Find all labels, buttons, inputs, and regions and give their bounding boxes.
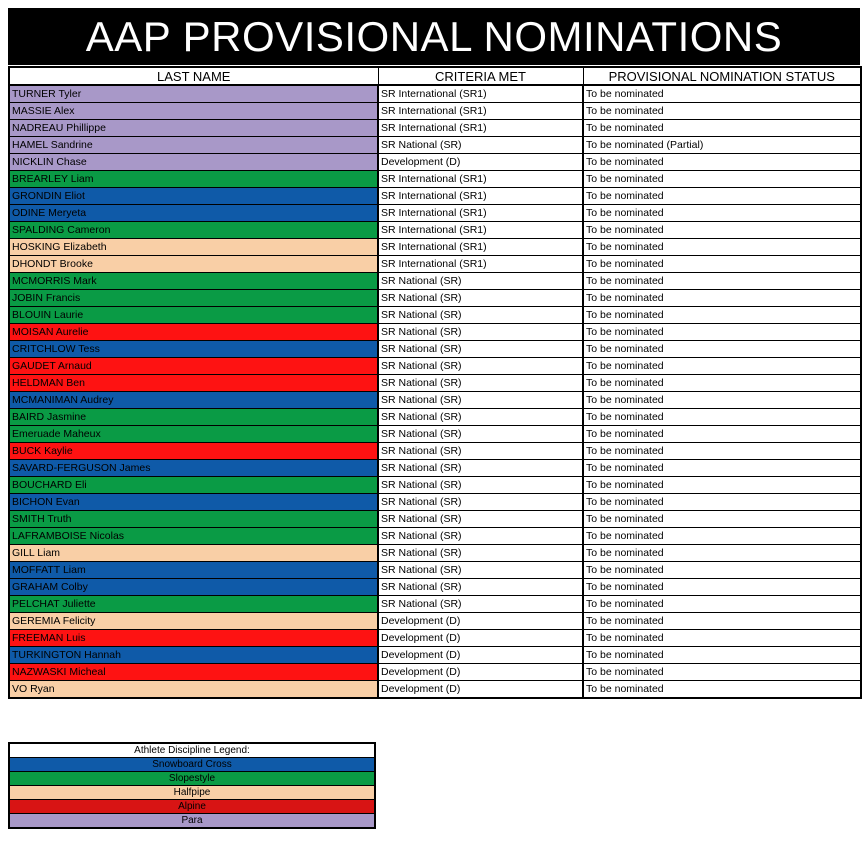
status-cell: To be nominated <box>583 171 861 188</box>
athlete-name-cell: BOUCHARD Eli <box>9 477 378 494</box>
athlete-name-cell: TURKINGTON Hannah <box>9 647 378 664</box>
nominations-table <box>8 66 862 699</box>
criteria-cell: SR International (SR1) <box>378 205 583 222</box>
status-cell: To be nominated <box>583 358 861 375</box>
table-row <box>9 681 861 699</box>
criteria-cell: SR International (SR1) <box>378 256 583 273</box>
athlete-name-cell: HOSKING Elizabeth <box>9 239 378 256</box>
table-row <box>9 273 861 290</box>
table-row <box>9 545 861 562</box>
status-cell: To be nominated (Partial) <box>583 137 861 154</box>
status-cell: To be nominated <box>583 681 861 699</box>
athlete-name-cell: Emeruade Maheux <box>9 426 378 443</box>
table-row <box>9 290 861 307</box>
legend-item-slopestyle: Slopestyle <box>9 772 375 786</box>
athlete-name-cell: BAIRD Jasmine <box>9 409 378 426</box>
criteria-cell: Development (D) <box>378 630 583 647</box>
criteria-cell: SR International (SR1) <box>378 171 583 188</box>
table-row <box>9 443 861 460</box>
athlete-name-cell: NAZWASKI Micheal <box>9 664 378 681</box>
criteria-cell: SR National (SR) <box>378 341 583 358</box>
table-row <box>9 85 861 103</box>
criteria-cell: Development (D) <box>378 664 583 681</box>
table-row <box>9 477 861 494</box>
criteria-cell: SR National (SR) <box>378 545 583 562</box>
status-cell: To be nominated <box>583 613 861 630</box>
athlete-name-cell: CRITCHLOW Tess <box>9 341 378 358</box>
criteria-cell: SR National (SR) <box>378 375 583 392</box>
table-row <box>9 307 861 324</box>
table-row <box>9 341 861 358</box>
status-cell: To be nominated <box>583 290 861 307</box>
criteria-cell: SR National (SR) <box>378 494 583 511</box>
table-row <box>9 630 861 647</box>
status-cell: To be nominated <box>583 222 861 239</box>
legend-item-halfpipe: Halfpipe <box>9 786 375 800</box>
page-title: AAP PROVISIONAL NOMINATIONS <box>8 8 860 65</box>
status-cell: To be nominated <box>583 494 861 511</box>
status-cell: To be nominated <box>583 545 861 562</box>
column-header-criteria-met: CRITERIA MET <box>378 67 583 85</box>
table-row <box>9 205 861 222</box>
table-row <box>9 188 861 205</box>
athlete-name-cell: MASSIE Alex <box>9 103 378 120</box>
criteria-cell: SR International (SR1) <box>378 239 583 256</box>
status-cell: To be nominated <box>583 562 861 579</box>
criteria-cell: SR International (SR1) <box>378 222 583 239</box>
athlete-name-cell: GILL Liam <box>9 545 378 562</box>
status-cell: To be nominated <box>583 477 861 494</box>
athlete-name-cell: MOFFATT Liam <box>9 562 378 579</box>
criteria-cell: SR National (SR) <box>378 579 583 596</box>
criteria-cell: SR National (SR) <box>378 562 583 579</box>
table-row <box>9 409 861 426</box>
criteria-cell: SR National (SR) <box>378 324 583 341</box>
athlete-name-cell: SAVARD-FERGUSON James <box>9 460 378 477</box>
table-row <box>9 154 861 171</box>
athlete-name-cell: HAMEL Sandrine <box>9 137 378 154</box>
athlete-name-cell: LAFRAMBOISE Nicolas <box>9 528 378 545</box>
table-body <box>9 85 861 698</box>
legend-title: Athlete Discipline Legend: <box>9 743 375 758</box>
criteria-cell: SR National (SR) <box>378 137 583 154</box>
athlete-name-cell: HELDMAN Ben <box>9 375 378 392</box>
status-cell: To be nominated <box>583 188 861 205</box>
status-cell: To be nominated <box>583 392 861 409</box>
criteria-cell: SR International (SR1) <box>378 103 583 120</box>
table-row <box>9 511 861 528</box>
athlete-name-cell: JOBIN Francis <box>9 290 378 307</box>
status-cell: To be nominated <box>583 664 861 681</box>
status-cell: To be nominated <box>583 154 861 171</box>
table-row <box>9 647 861 664</box>
criteria-cell: SR International (SR1) <box>378 120 583 137</box>
table-row <box>9 137 861 154</box>
table-row <box>9 528 861 545</box>
status-cell: To be nominated <box>583 409 861 426</box>
table-row <box>9 664 861 681</box>
status-cell: To be nominated <box>583 426 861 443</box>
athlete-name-cell: BUCK Kaylie <box>9 443 378 460</box>
table-row <box>9 103 861 120</box>
athlete-name-cell: ODINE Meryeta <box>9 205 378 222</box>
athlete-name-cell: BLOUIN Laurie <box>9 307 378 324</box>
athlete-name-cell: GAUDET Arnaud <box>9 358 378 375</box>
table-row <box>9 375 861 392</box>
status-cell: To be nominated <box>583 443 861 460</box>
legend-item-alpine: Alpine <box>9 800 375 814</box>
legend-row <box>9 772 375 786</box>
athlete-name-cell: SPALDING Cameron <box>9 222 378 239</box>
criteria-cell: SR National (SR) <box>378 409 583 426</box>
status-cell: To be nominated <box>583 273 861 290</box>
table-row <box>9 596 861 613</box>
status-cell: To be nominated <box>583 103 861 120</box>
table-row <box>9 239 861 256</box>
status-cell: To be nominated <box>583 120 861 137</box>
table-row <box>9 120 861 137</box>
athlete-name-cell: FREEMAN Luis <box>9 630 378 647</box>
status-cell: To be nominated <box>583 375 861 392</box>
table-header-row <box>9 67 861 85</box>
table-row <box>9 494 861 511</box>
criteria-cell: SR National (SR) <box>378 426 583 443</box>
criteria-cell: Development (D) <box>378 647 583 664</box>
athlete-name-cell: BREARLEY Liam <box>9 171 378 188</box>
athlete-name-cell: VO Ryan <box>9 681 378 699</box>
criteria-cell: SR National (SR) <box>378 392 583 409</box>
legend-row <box>9 800 375 814</box>
table-row <box>9 460 861 477</box>
status-cell: To be nominated <box>583 256 861 273</box>
status-cell: To be nominated <box>583 341 861 358</box>
table-row <box>9 579 861 596</box>
table-row <box>9 222 861 239</box>
status-cell: To be nominated <box>583 205 861 222</box>
status-cell: To be nominated <box>583 239 861 256</box>
athlete-name-cell: NICKLIN Chase <box>9 154 378 171</box>
table-row <box>9 171 861 188</box>
athlete-name-cell: GEREMIA Felicity <box>9 613 378 630</box>
discipline-legend <box>8 742 376 829</box>
criteria-cell: SR International (SR1) <box>378 85 583 103</box>
table-row <box>9 324 861 341</box>
athlete-name-cell: BICHON Evan <box>9 494 378 511</box>
status-cell: To be nominated <box>583 647 861 664</box>
criteria-cell: SR National (SR) <box>378 443 583 460</box>
legend-item-snowboard-cross: Snowboard Cross <box>9 758 375 772</box>
legend-item-para: Para <box>9 814 375 829</box>
table-row <box>9 562 861 579</box>
table-row <box>9 256 861 273</box>
criteria-cell: SR National (SR) <box>378 511 583 528</box>
status-cell: To be nominated <box>583 528 861 545</box>
athlete-name-cell: MCMORRIS Mark <box>9 273 378 290</box>
status-cell: To be nominated <box>583 511 861 528</box>
table-row <box>9 358 861 375</box>
athlete-name-cell: SMITH Truth <box>9 511 378 528</box>
athlete-name-cell: TURNER Tyler <box>9 85 378 103</box>
legend-row <box>9 814 375 829</box>
criteria-cell: Development (D) <box>378 154 583 171</box>
status-cell: To be nominated <box>583 630 861 647</box>
status-cell: To be nominated <box>583 324 861 341</box>
status-cell: To be nominated <box>583 596 861 613</box>
criteria-cell: SR National (SR) <box>378 596 583 613</box>
status-cell: To be nominated <box>583 579 861 596</box>
table-row <box>9 426 861 443</box>
athlete-name-cell: MOISAN Aurelie <box>9 324 378 341</box>
status-cell: To be nominated <box>583 85 861 103</box>
criteria-cell: Development (D) <box>378 613 583 630</box>
table-row <box>9 392 861 409</box>
table-row <box>9 613 861 630</box>
legend-title-row <box>9 743 375 758</box>
criteria-cell: SR National (SR) <box>378 528 583 545</box>
criteria-cell: SR National (SR) <box>378 307 583 324</box>
legend-row <box>9 758 375 772</box>
status-cell: To be nominated <box>583 460 861 477</box>
athlete-name-cell: PELCHAT Juliette <box>9 596 378 613</box>
criteria-cell: SR National (SR) <box>378 273 583 290</box>
legend-row <box>9 786 375 800</box>
criteria-cell: SR National (SR) <box>378 358 583 375</box>
criteria-cell: SR National (SR) <box>378 477 583 494</box>
criteria-cell: SR National (SR) <box>378 460 583 477</box>
athlete-name-cell: NADREAU Phillippe <box>9 120 378 137</box>
column-header-last-name: LAST NAME <box>9 67 378 85</box>
column-header-status: PROVISIONAL NOMINATION STATUS <box>583 67 861 85</box>
athlete-name-cell: GRONDIN Eliot <box>9 188 378 205</box>
athlete-name-cell: DHONDT Brooke <box>9 256 378 273</box>
criteria-cell: Development (D) <box>378 681 583 699</box>
athlete-name-cell: MCMANIMAN Audrey <box>9 392 378 409</box>
athlete-name-cell: GRAHAM Colby <box>9 579 378 596</box>
criteria-cell: SR National (SR) <box>378 290 583 307</box>
status-cell: To be nominated <box>583 307 861 324</box>
criteria-cell: SR International (SR1) <box>378 188 583 205</box>
